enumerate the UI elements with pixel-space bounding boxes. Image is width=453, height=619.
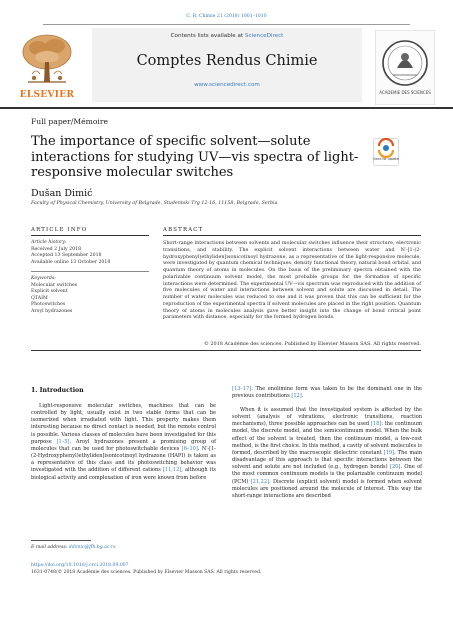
- keyword-item: QTAIM: [31, 295, 48, 301]
- text-run: . The enolimine form was taken to be the dominant one in the previous contributions: [232, 386, 422, 400]
- journal-homepage-link[interactable]: www.sciencedirect.com: [194, 82, 260, 88]
- check-for-updates-badge[interactable]: [373, 138, 399, 166]
- citation-link[interactable]: [19]: [383, 449, 395, 456]
- sciencedirect-link[interactable]: ScienceDirect: [244, 33, 284, 39]
- article-type: Full paper/Mémoire: [31, 117, 108, 126]
- header-top-rule: [43, 24, 410, 25]
- seal-caption: ACADEMIE DES SCIENCES: [379, 90, 431, 95]
- citation-link[interactable]: [21,22]: [250, 478, 270, 485]
- citation-link[interactable]: [12]: [291, 393, 302, 400]
- citation-link[interactable]: [13–17]: [232, 386, 252, 392]
- text-run: . Aroyl hydrazones present a promising group of molecules that can be used for photoswitchable devices: [31, 438, 216, 452]
- author-email-link[interactable]: ddimic@ffh.bg.ac.rs: [68, 545, 116, 550]
- keywords-rule: [31, 271, 149, 272]
- journal-name: Comptes Rendus Chimie: [136, 53, 318, 69]
- check-updates-icon: [373, 138, 399, 166]
- citation-link[interactable]: [1–5]: [56, 438, 70, 445]
- introduction-paragraph-right-continued: [232, 386, 422, 400]
- history-item: Received 2 July 2018: [31, 247, 82, 252]
- keyword-item: Molecular switches: [31, 283, 78, 288]
- keywords-list: [31, 283, 149, 315]
- academie-seal-icon: [375, 30, 435, 105]
- contents-prefix: Contents lists available at: [170, 33, 245, 39]
- keywords-label: Keywords:: [31, 276, 56, 281]
- issn-copyright-line: 1631-0748/© 2018 Académie des sciences. Published by Elsevier Masson SAS. All rights reserved.: [31, 570, 262, 575]
- text-run: When it is assumed that the investigated system is affected by the solvent (analysis of vibrations, electronic transitions, reaction mechanisms), three possible approaches can be used: [232, 407, 422, 428]
- keyword-item: Explicit solvent: [31, 289, 68, 295]
- citation-link[interactable]: [11,12]: [162, 467, 182, 474]
- history-list: [31, 247, 149, 266]
- journal-reference-link[interactable]: C. R. Chimie 21 (2018) 1001–1010: [186, 14, 267, 19]
- abstract-copyright: © 2018 Académie des sciences. Published by Elsevier Masson SAS. All rights reserved.: [203, 341, 421, 347]
- elsevier-wordmark: ELSEVIER: [19, 90, 75, 100]
- keyword-item: Aroyl hydrazones: [31, 308, 73, 314]
- citation-link[interactable]: [20]: [389, 464, 401, 471]
- text-run: . The main disadvantage of this approach is that specific interactions between the solvent and solute are not included (e.g., hydrogen bonds): [232, 449, 422, 471]
- citation-link[interactable]: [6–10]: [181, 445, 198, 452]
- text-run: , although its biological activity and complexation of iron were known from before: [31, 467, 216, 481]
- introduction-paragraph-left: [31, 403, 216, 482]
- article-info-rule: [31, 235, 149, 236]
- abstract-rule: [163, 235, 421, 236]
- abstract-end-rule: [31, 350, 421, 351]
- elsevier-logo[interactable]: [18, 30, 76, 102]
- text-run: Light-responsive molecular switches, machines that can be controlled by light, usually exist in two stable forms that can be isomerized when irradiated with light. This property makes them interesting because no direct contact is needed, but the remote control is possible. Various classes of molecules have been investigated for this purpose: [31, 403, 216, 445]
- introduction-paragraph-right: [232, 407, 422, 500]
- history-item: Available online 13 October 2018: [31, 259, 111, 265]
- author-email-line: [31, 545, 115, 550]
- history-item: Accepted 13 September 2018: [31, 253, 102, 259]
- text-run: . N′-[1-(2-Hydroxyphenyl)ethyliden]isonicotinoyl hydrazone (HAPI) is taken as a representative of this class and its photoswitching behavior was investigated with the addition of different cations: [31, 445, 216, 474]
- text-run: . One of the most common continuum models is the polarizable continuum model (PCM): [232, 464, 422, 485]
- article-title: The importance of specific solvent—solute interactions for studying UV—vis spectra of light-responsive molecular switches: [31, 134, 359, 180]
- contents-line: [92, 33, 362, 39]
- text-run: . Discrete (explicit solvent) model is formed when solvent molecules are positioned around the molecule of interest. This way the short-range interactions are described: [232, 478, 422, 499]
- text-run: : the continuum model, the discrete model, and the semicontinuum model. When the bulk effect of the solvent is treated, then the continuum model, a low-cost method, is the first choice. In this method, a cavity of solvent molecules is formed, described by the macroscopic dielectric constant: [232, 421, 423, 456]
- check-updates-label: Check for updates: [373, 157, 399, 161]
- keyword-item: Photoswitches: [31, 302, 66, 308]
- doi-link[interactable]: https://doi.org/10.1016/j.crci.2018.09.007: [31, 563, 129, 568]
- journal-cover-image[interactable]: [375, 30, 435, 105]
- author-affiliation: Faculty of Physical Chemistry, University of Belgrade, Studentski Trg 12-16, 11158, Belgrade, Serbia: [31, 201, 278, 206]
- article-info-heading: ARTICLE INFO: [31, 227, 88, 233]
- email-label: E-mail address:: [31, 545, 69, 550]
- abstract-heading: ABSTRACT: [163, 227, 204, 233]
- footnote-rule: [31, 540, 91, 541]
- citation-link[interactable]: [18]: [370, 421, 382, 428]
- section-heading-introduction: 1. Introduction: [31, 387, 84, 394]
- text-run: .: [301, 393, 304, 400]
- journal-reference: [0, 14, 453, 19]
- history-label: Article history:: [31, 240, 67, 245]
- header-bottom-rule: [0, 107, 453, 109]
- abstract-text: Short-range interactions between solvents and molecular switches influence their structure, electronic transitions, and stability. The explicit solvent interactions between water and N′-[1-(2-hydroxyphenyl)ethyliden]isonicotinoyl hydrazone, as a representative of the light-responsive molecule, were investigated by quantum chemical techniques, density functional theory, natural bond orbital, and quantum theory of atoms in molecules. On the basis of the preliminary spectra obtained with the polarizable continuum solvent model, the most probable groups for the formation of specific interactions were determined. The experimental UV—vis spectrum was reproduced with the addition of five molecules of water and interactions between solvent and solute are discussed in detail. The number of water molecules was reduced to one and it was proven that this can be sufficient for the reproduction of the experimental spectra if solvent molecules are placed in the right position. Quantum theory of atoms in molecules analysis gave better insight into the change of bond critical point parameters with distance, especially for the formed hydrogen bonds.: [163, 240, 421, 321]
- author-name[interactable]: Dušan Dimić: [31, 188, 93, 199]
